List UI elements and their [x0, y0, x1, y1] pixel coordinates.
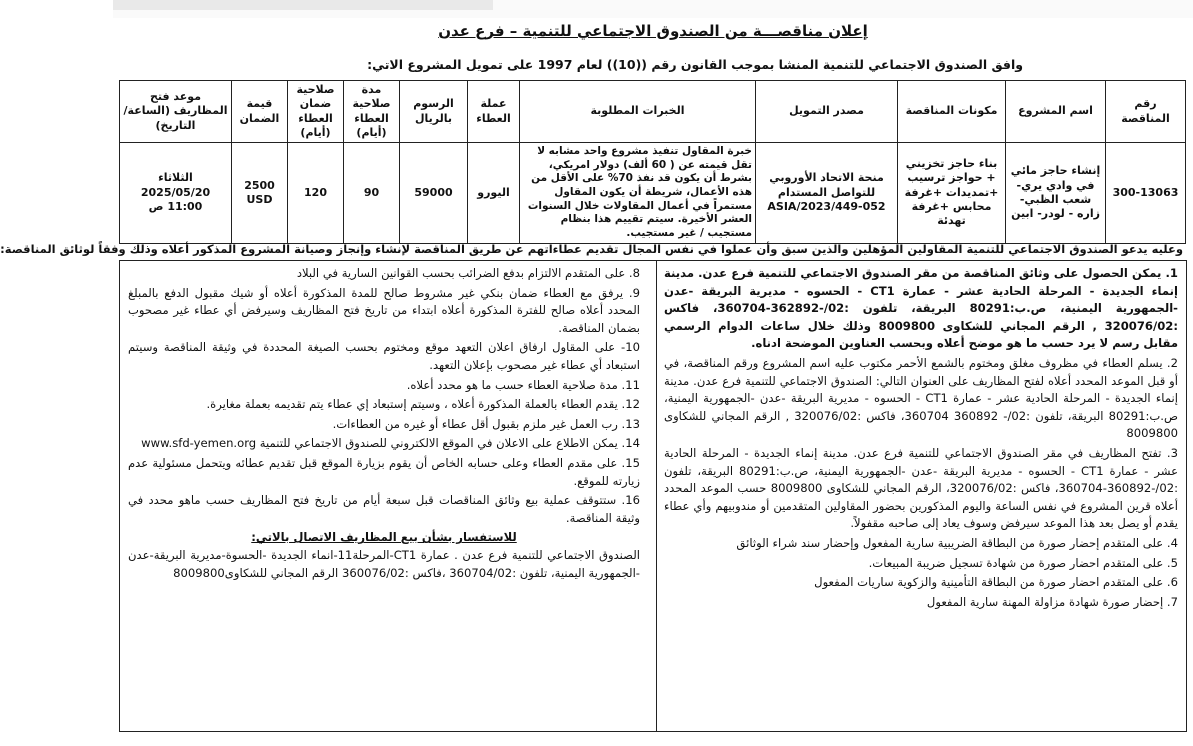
- condition-item-14: 14. يمكن الاطلاع على الاعلان في الموقع الالكتروني للصندوق الاجتماعي للتنمية www.sfd-yemen.org: [141, 436, 640, 451]
- cell-guarantee-value: 2500 USD: [232, 143, 288, 243]
- condition-item-11: 11. مدة صلاحية العطاء حسب ما هو محدد أعلاه.: [406, 377, 640, 392]
- table-header-row: [120, 81, 1186, 143]
- condition-item-10: 10- على المقاول ارفاق اعلان التعهد موقع ومختوم بحسب الصيغة المحددة في وثيقة المناقصة وسيتم استبعاد أي عطاء غير مصحوب بإعلان التعهد.: [128, 340, 640, 372]
- header-tender-no: رقم المناقصة: [1106, 81, 1186, 143]
- inquiry-title: للاستفسار بشأن بيع المظاريف الاتصال بالاتي:: [251, 530, 517, 545]
- condition-item-2: 2. يسلم العطاء في مظروف مغلق ومختوم بالشمع الأحمر مكتوب عليه اسم المشروع ورقم المناقصة، في أو قبل الموعد المحدد أعلاه لفتح المظاريف على العنوان التالي: الصندوق الاجتماعي للتنمية فرع عدن. مدينة إنماء الجديدة - المرحلة الحادية عشر - عمارة CT1 - الحسوه - مديرية البريقة -عدن -الجمهورية اليمنية، ص.ب:80291 البريقة، تلفون :02/- 360892 360704، فاكس :320076/02 , الرقم المجاني للشكاوى 8009800: [664, 355, 1178, 441]
- top-shade: [113, 0, 493, 10]
- top-strip: [113, 0, 1193, 18]
- conditions-box: [119, 260, 1187, 732]
- inquiry-text: الصندوق الاجتماعي للتنمية فرع عدن . عمارة CT1-المرحلة11-انماء الجديدة -الحسوة-مديرية البريقة-عدن -الجمهورية اليمنية، تلفون :360704/02 ،فاكس :360076/02 الرقم المجاني للشكاوى8009800: [128, 547, 640, 580]
- header-guarantee-validity: صلاحية ضمان العطاء (أيام): [288, 81, 344, 143]
- condition-item-15: 15. على مقدم العطاء وعلى حسابه الخاص أن يقوم بزيارة الموقع قبل تقديم عطائه ويتحمل مسئولية عدم زيارته للموقع.: [128, 455, 640, 488]
- invitation-text: وعليه يدعو الصندوق الاجتماعي للتنمية المقاولين المؤهلين والذين سبق وأن عملوا في نفس المجال تقديم عطاءاتهم عن طريق المناقصة لإنشاء وإنجاز وصيانة المشروع المذكور أعلاه وذلك وفقاً لوثائق المناقصة:: [0, 242, 1183, 256]
- condition-item-7: 7. إحضار صورة شهادة مزاولة المهنة سارية المفعول: [926, 594, 1178, 609]
- cell-tender-no: 300-13063: [1106, 143, 1186, 243]
- condition-item-1: 1. يمكن الحصول على وثائق المناقصة من مقر الصندوق الاجتماعي للتنمية فرع عدن. مدينة إنماء الجديدة - المرحلة الحادية عشر - عمارة CT1 - الحسوه - مديرية البريقة -عدن -الجمهورية اليمنية، ص.ب:80291 البريقة، تلفون :02/-362892-360704، فاكس :320076/02 , الرقم المجاني للشكاوى 8009800 وذلك خلال ساعات الدوام الرسمي مقابل رسم لا يرد حسب ما هو موضح أعلاه وبحسب العناوين الموضحة ادناه.: [664, 266, 1178, 351]
- header-guarantee-value: قيمة الضمان: [232, 81, 288, 143]
- cell-experience: خبرة المقاول تنفيذ مشروع واحد مشابه لا تقل قيمته عن ( 60 ألف) دولار امريكي، بشرط أن يكون قد نفذ 70% على الأقل من هذه الأعمال، شريطة أن يكون المقاول مستمراً في أعمال المقاولات خلال السنوات العشر الأخيرة. سيتم تقييم هذا بنظام مستجيب / غير مستجيب.: [520, 143, 756, 243]
- cell-validity: 90: [344, 143, 400, 243]
- table-row: [120, 143, 1186, 243]
- right-column: [664, 265, 1178, 613]
- cell-guarantee-validity: 120: [288, 143, 344, 243]
- header-experience: الخبرات المطلوبة: [520, 81, 756, 143]
- condition-item-8: 8. على المتقدم الالتزام بدفع الضرائب بحسب القوانين السارية في البلاد: [296, 266, 640, 280]
- left-column: [128, 265, 640, 584]
- condition-item-5: 5. على المتقدم احضار صورة من شهادة تسجيل ضريبة المبيعات.: [868, 555, 1178, 570]
- header-validity: مدة صلاحية العطاء (أيام): [344, 81, 400, 143]
- header-currency: عملة العطاء: [468, 81, 520, 143]
- condition-item-3: 3. تفتح المظاريف في مقر الصندوق الاجتماعي للتنمية فرع عدن. مدينة إنماء الجديدة - المرحلة الحادية عشر - عمارة CT1 - الحسوه - مديرية البريقة -عدن -الجمهورية اليمنية، ص.ب:80291 البريقة، تلفون :02/-360892-360704، فاكس :320076/02، الرقم المجاني للشكاوى 8009800 حسب الموعد المحدد أعلاه قرين المشروع في نفس الساعة واليوم المذكورين بحضور المقاولين المتقدمين أو مندوبيهم وأي عطاء يقدم أو يصل بعد هذا الموعد سيرفض وسوف يعاد إلى صاحبه مقفولاً.: [664, 445, 1178, 531]
- cell-opening: الثلاثاء 2025/05/20 11:00 ص: [120, 143, 232, 243]
- condition-item-9: 9. يرفق مع العطاء ضمان بنكي غير مشروط صالح للمدة المذكورة أعلاه أو شيك مقبول الدفع بالمبلغ المحدد أعلاه صالح للفترة المذكورة أعلاه ابتداء من تاريخ فتح المظاريف وسيرفض أي عطاء غير مصحوب بضمان المناقصة.: [128, 285, 640, 335]
- intro-text: وافق الصندوق الاجتماعي للتنمية المنشا بموجب القانون رقم ((10)) لعام 1997 على تمويل المشروع الاتي:: [367, 57, 1023, 72]
- header-opening: موعد فتح المظاريف (الساعة/التاريخ): [120, 81, 232, 143]
- condition-item-12: 12. يقدم العطاء بالعملة المذكورة أعلاه ، وسيتم إستبعاد إي عطاء يتم تقديمه بعملة مغايرة.: [206, 397, 640, 412]
- header-components: مكونات المناقصة: [898, 81, 1006, 143]
- cell-funding: منحة الاتحاد الأوروبي للتواصل المستدام ASIA/2023/449-052: [756, 143, 898, 243]
- condition-item-16: 16. ستتوقف عملية بيع وثائق المناقصات قبل سبعة أيام من تاريخ فتح المظاريف حسب ماهو محدد في وثيقة المناقصة.: [128, 493, 640, 525]
- header-fees: الرسوم بالريال: [400, 81, 468, 143]
- condition-item-13: 13. رب العمل غير ملزم بقبول أقل عطاء أو غيره من العطاءات.: [332, 416, 640, 431]
- page-title: إعلان مناقصـــة من الصندوق الاجتماعي للتنمية – فرع عدن: [438, 22, 868, 40]
- cell-components: بناء حاجز تخزيني + حواجز ترسيب +تمديدات +غرفة محابس +غرفة تهدئة: [898, 143, 1006, 243]
- cell-currency: اليورو: [468, 143, 520, 243]
- condition-item-6: 6. على المتقدم احضار صورة من البطاقة التأمينية والزكوية ساريات المفعول: [814, 575, 1178, 590]
- header-project: اسم المشروع: [1006, 81, 1106, 143]
- header-funding: مصدر التمويل: [756, 81, 898, 143]
- condition-item-4: 4. على المتقدم إحضار صورة من البطاقة الضريبية سارية المفعول وإحضار سند شراء الوثائق: [736, 535, 1178, 550]
- cell-fees: 59000: [400, 143, 468, 243]
- cell-project: إنشاء حاجز مائي في وادي يري- شعب الظبي- زاره - لودر- ابين: [1006, 143, 1106, 243]
- column-divider: [656, 261, 657, 731]
- tender-table: [119, 80, 1186, 244]
